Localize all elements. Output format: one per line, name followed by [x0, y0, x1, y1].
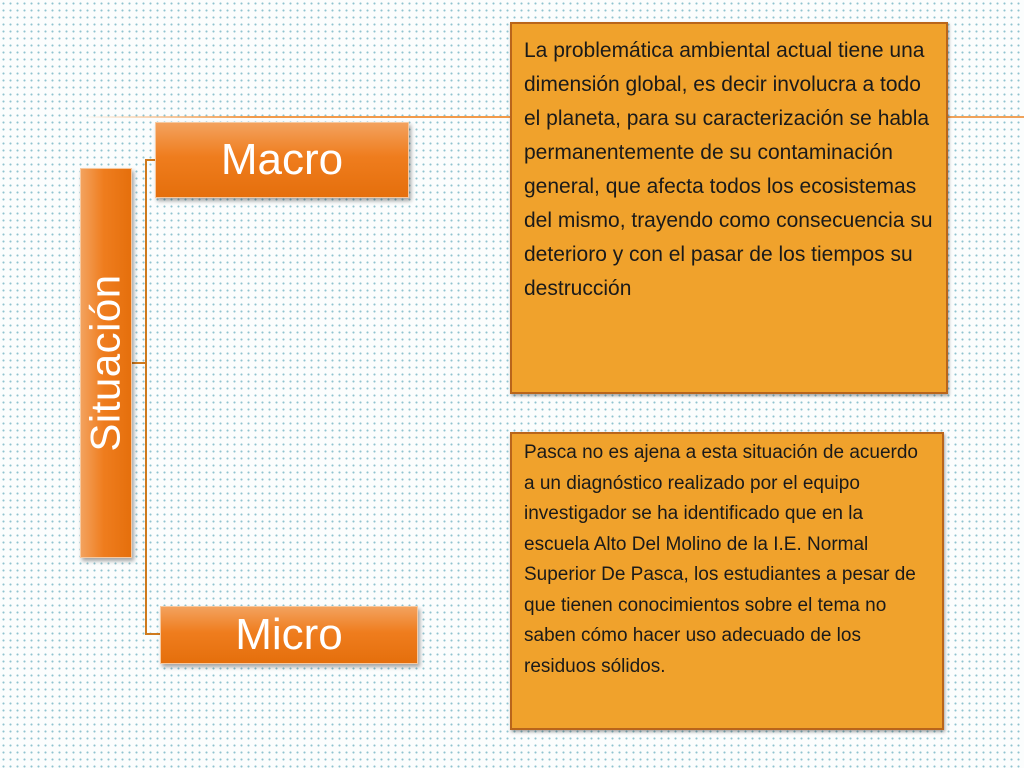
decorative-rule-right: [948, 116, 1024, 118]
branch-node-macro: [155, 122, 409, 198]
decorative-rule-left: [80, 116, 512, 118]
connector-vertical: [145, 159, 147, 635]
root-node-situacion: [80, 168, 132, 558]
branch-node-micro-label: Micro: [235, 610, 343, 659]
branch-node-micro: [160, 606, 418, 664]
micro-description-text: Pasca no es ajena a esta situación de acuerdo a un diagnóstico realizado por el equipo investigador se ha identificado que en la escuela Alto Del Molino de la I.E. Normal Superior De Pasca, los estudiantes a pesar de que tienen conocimientos sobre el tema no saben cómo hacer uso adecuado de los residuos sólidos.: [524, 442, 918, 677]
connector-micro: [145, 633, 161, 635]
macro-description-box: [510, 22, 948, 394]
macro-description-text: La problemática ambiental actual tiene una dimensión global, es decir involucra a todo el planeta, para su caracterización se habla permanentemente de su contaminación general, que afecta todos los ecosistemas del mismo, trayendo como consecuencia su deterioro y con el pasar de los tiempos su destrucción: [524, 39, 933, 300]
connector-root-stub: [130, 362, 146, 364]
micro-description-box: [510, 432, 944, 730]
branch-node-macro-label: Macro: [220, 135, 344, 184]
root-node-label: Situación: [82, 274, 129, 452]
